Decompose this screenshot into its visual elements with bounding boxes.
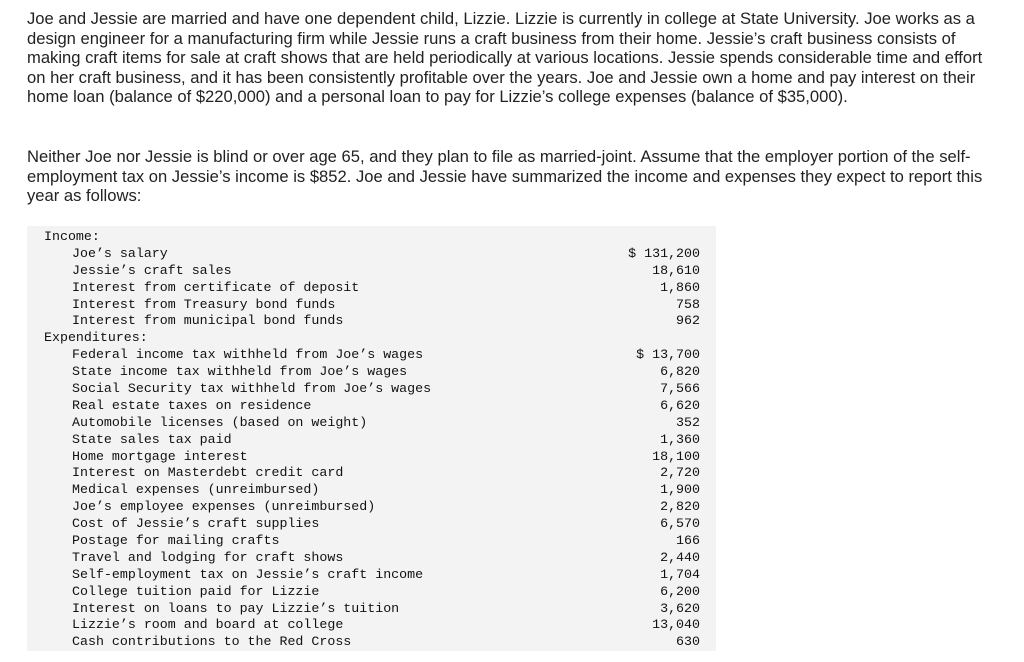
table-row — [27, 499, 716, 516]
row-label: Lizzie’s room and board at college — [72, 617, 344, 633]
table-row — [27, 398, 716, 415]
section-header-row — [27, 229, 716, 246]
table-row — [27, 364, 716, 381]
row-amount: 3,620 — [660, 600, 700, 616]
table-row — [27, 550, 716, 567]
row-amount: 18,100 — [652, 448, 700, 464]
row-amount: 2,720 — [660, 465, 700, 481]
table-row — [27, 280, 716, 297]
row-label: Cash contributions to the Red Cross — [72, 634, 352, 650]
row-label: State sales tax paid — [72, 431, 232, 447]
table-row — [27, 567, 716, 584]
row-label: State income tax withheld from Joe’s wages — [72, 364, 408, 380]
row-label: Interest on loans to pay Lizzie’s tuition — [72, 600, 400, 616]
row-label: College tuition paid for Lizzie — [72, 583, 320, 599]
row-label: Interest from municipal bond funds — [72, 313, 344, 329]
row-label: Federal income tax withheld from Joe’s wages — [72, 347, 424, 363]
filing-paragraph: Neither Joe nor Jessie is blind or over age 65, and they plan to file as married-joint. Assume that the employer portion of the self-employment tax on Jessie’s income is $852. Joe and Jessie have summarized the income and expenses they expect to report this year as follows: — [27, 147, 983, 206]
table-row — [27, 381, 716, 398]
row-amount: 6,570 — [660, 516, 700, 532]
table-row — [27, 465, 716, 482]
row-label: Interest on Masterdebt credit card — [72, 465, 344, 481]
row-amount: 1,704 — [660, 566, 700, 582]
row-amount: 18,610 — [652, 262, 700, 278]
table-row — [27, 533, 716, 550]
row-label: Interest from certificate of deposit — [72, 279, 360, 295]
income-expense-table — [27, 226, 716, 651]
row-label: Cost of Jessie’s craft supplies — [72, 516, 320, 532]
section-header-row — [27, 330, 716, 347]
row-label: Self-employment tax on Jessie’s craft income — [72, 566, 424, 582]
table-row — [27, 415, 716, 432]
table-row — [27, 347, 716, 364]
section-header-label: Expenditures: — [44, 330, 148, 346]
row-amount: 6,200 — [660, 583, 700, 599]
row-amount: 630 — [676, 634, 700, 650]
intro-paragraph: Joe and Jessie are married and have one dependent child, Lizzie. Lizzie is currently in college at State University. Joe works as a design engineer for a manufacturing firm while Jessie runs a craft business from their home. Jessie’s craft business consists of making craft items for sale at craft shows that are held periodically at various locations. Jessie spends considerable time and effort on her craft business, and it has been consistently profitable over the years. Joe and Jessie own a home and pay interest on their home loan (balance of $220,000) and a personal loan to pay for Lizzie’s college expenses (balance of $35,000). — [27, 9, 983, 107]
row-amount: 2,820 — [660, 499, 700, 515]
row-amount: 1,860 — [660, 279, 700, 295]
table-row — [27, 263, 716, 280]
table-row — [27, 432, 716, 449]
row-amount: 7,566 — [660, 381, 700, 397]
row-label: Postage for mailing crafts — [72, 533, 280, 549]
row-amount: 1,900 — [660, 482, 700, 498]
row-amount: 352 — [676, 414, 700, 430]
section-header-label: Income: — [44, 229, 100, 244]
row-amount: $ 13,700 — [636, 347, 700, 363]
row-amount: 1,360 — [660, 431, 700, 447]
table-row — [27, 246, 716, 263]
table-row — [27, 313, 716, 330]
table-row — [27, 634, 716, 651]
row-label: Travel and lodging for craft shows — [72, 549, 344, 565]
row-label: Joe’s salary — [72, 245, 168, 261]
row-amount: 962 — [676, 313, 700, 329]
row-amount: 6,820 — [660, 364, 700, 380]
table-row — [27, 617, 716, 634]
row-amount: 6,620 — [660, 397, 700, 413]
row-label: Joe’s employee expenses (unreimbursed) — [72, 499, 376, 515]
table-row — [27, 601, 716, 618]
row-amount: $ 131,200 — [628, 245, 700, 261]
table-row — [27, 584, 716, 601]
row-amount: 758 — [676, 296, 700, 312]
row-label: Social Security tax withheld from Joe’s wages — [72, 381, 432, 397]
row-amount: 166 — [676, 533, 700, 549]
table-row — [27, 482, 716, 499]
row-label: Jessie’s craft sales — [72, 262, 232, 278]
row-label: Automobile licenses (based on weight) — [72, 414, 368, 430]
row-label: Home mortgage interest — [72, 448, 248, 464]
row-amount: 2,440 — [660, 549, 700, 565]
row-label: Interest from Treasury bond funds — [72, 296, 336, 312]
row-label: Medical expenses (unreimbursed) — [72, 482, 320, 498]
table-row — [27, 449, 716, 466]
row-amount: 13,040 — [652, 617, 700, 633]
table-row — [27, 516, 716, 533]
table-row — [27, 297, 716, 314]
row-label: Real estate taxes on residence — [72, 397, 312, 413]
